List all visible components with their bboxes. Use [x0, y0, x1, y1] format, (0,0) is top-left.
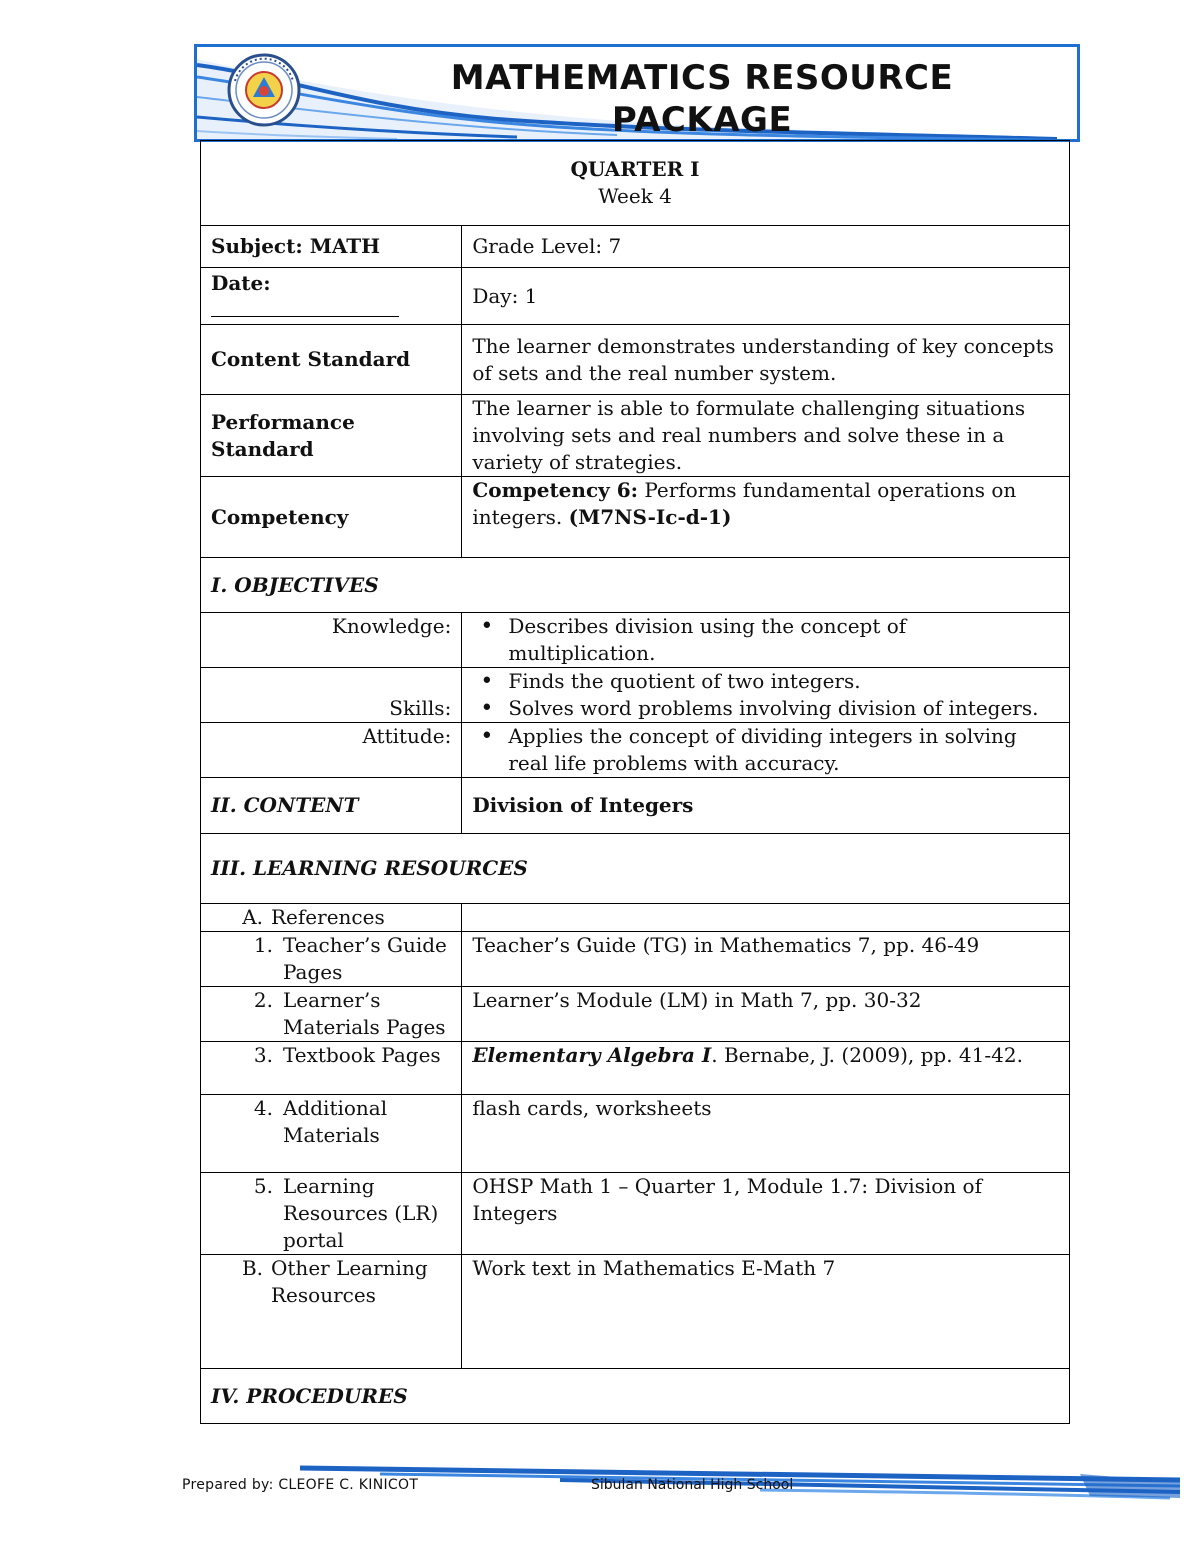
resource-label: Learning Resources (LR) portal [283, 1174, 439, 1252]
skills-label: Skills: [201, 668, 462, 723]
resource-label: Teacher’s Guide Pages [283, 933, 447, 984]
other-resources-value: Work text in Mathematics E-Math 7 [462, 1255, 1070, 1369]
resource-value: OHSP Math 1 – Quarter 1, Module 1.7: Division of Integers [462, 1173, 1070, 1255]
references-value-cell [462, 904, 1070, 932]
banner-title-line1: MATHEMATICS RESOURCE [450, 58, 954, 98]
banner-title [407, 57, 997, 141]
resource-value: . Bernabe, J. (2009), pp. 41-42. [711, 1043, 1023, 1067]
resource-label: Additional Materials [283, 1096, 388, 1147]
attitude-row [201, 723, 1070, 778]
competency-prefix: Competency 6: [472, 478, 639, 502]
resource-value: Teacher’s Guide (TG) in Mathematics 7, pp. 46-49 [462, 932, 1070, 987]
content-heading: II. CONTENT [201, 778, 462, 834]
date-cell [201, 268, 462, 325]
knowledge-label: Knowledge: [201, 613, 462, 668]
date-blank-line [211, 304, 399, 317]
competency-label: Competency [201, 477, 462, 558]
deped-seal-icon [227, 51, 301, 129]
lesson-plan-table [200, 140, 1070, 1424]
knowledge-list [472, 613, 1059, 667]
competency-code: (M7NS-Ic-d-1) [568, 505, 732, 529]
resource-label: Learner’s Materials Pages [283, 988, 446, 1039]
resource-label-cell [201, 1095, 462, 1173]
banner-title-line2: PACKAGE [611, 100, 793, 140]
resources-heading-row [201, 834, 1070, 904]
resource-row [201, 1042, 1070, 1095]
skills-cell [462, 668, 1070, 723]
subject-row [201, 226, 1070, 268]
resources-heading: III. LEARNING RESOURCES [201, 834, 1070, 904]
quarter-title: QUARTER I [570, 157, 700, 181]
competency-cell [462, 477, 1070, 558]
content-standard-label: Content Standard [201, 325, 462, 395]
resource-number: 4. [253, 1096, 273, 1120]
content-row [201, 778, 1070, 834]
resource-label-cell [201, 987, 462, 1042]
textbook-title: Elementary Algebra I [472, 1043, 712, 1067]
procedures-row [201, 1369, 1070, 1424]
content-standard-text: The learner demonstrates understanding of key concepts of sets and the real number system. [462, 325, 1070, 395]
competency-row [201, 477, 1070, 558]
content-standard-row [201, 325, 1070, 395]
quarter-week: Week 4 [598, 184, 672, 208]
resource-number: 1. [253, 933, 273, 957]
attitude-label: Attitude: [201, 723, 462, 778]
knowledge-row [201, 613, 1070, 668]
content-topic: Division of Integers [462, 778, 1070, 834]
performance-standard-row [201, 395, 1070, 477]
school-name: Sibulan National High School [591, 1477, 794, 1493]
skills-row [201, 668, 1070, 723]
performance-standard-text: The learner is able to formulate challenging situations involving sets and real numbers and solve these in a variety of strategies. [462, 395, 1070, 477]
resource-row [201, 932, 1070, 987]
attitude-list [472, 723, 1059, 777]
resource-number: 3. [253, 1043, 273, 1067]
date-label: Date: [211, 271, 271, 295]
knowledge-cell [462, 613, 1070, 668]
quarter-cell [201, 141, 1070, 226]
other-resources-label: Other Learning Resources [271, 1256, 428, 1307]
list-item: • Finds the quotient of two integers. [472, 668, 1059, 695]
references-cell [201, 904, 462, 932]
references-row [201, 904, 1070, 932]
resource-row [201, 987, 1070, 1042]
procedures-heading: IV. PROCEDURES [201, 1369, 1070, 1424]
objectives-heading: I. OBJECTIVES [201, 558, 1070, 613]
resource-label-cell [201, 932, 462, 987]
performance-standard-label: Performance Standard [201, 395, 462, 477]
references-letter: A. [242, 905, 263, 929]
resource-row [201, 1095, 1070, 1173]
skills-list [472, 668, 1059, 722]
resource-number: 2. [253, 988, 273, 1012]
list-item: • Applies the concept of dividing integers in solving real life problems with accuracy. [472, 723, 1059, 777]
list-item: • Describes division using the concept of multiplication. [472, 613, 1059, 667]
subject-label: Subject: MATH [201, 226, 462, 268]
resource-value-cell [462, 1042, 1070, 1095]
resource-number: 5. [253, 1174, 273, 1198]
attitude-cell [462, 723, 1070, 778]
list-item: • Solves word problems involving division of integers. [472, 695, 1059, 722]
other-resources-cell [201, 1255, 462, 1369]
resource-value: Learner’s Module (LM) in Math 7, pp. 30-32 [462, 987, 1070, 1042]
day-value: Day: 1 [462, 268, 1070, 325]
date-row [201, 268, 1070, 325]
other-resources-row [201, 1255, 1070, 1369]
references-label: References [271, 905, 385, 929]
grade-level: Grade Level: 7 [462, 226, 1070, 268]
resource-row [201, 1173, 1070, 1255]
resource-value: flash cards, worksheets [462, 1095, 1070, 1173]
resource-label-cell [201, 1042, 462, 1095]
other-resources-letter: B. [241, 1256, 263, 1280]
quarter-row [201, 141, 1070, 226]
objectives-heading-row [201, 558, 1070, 613]
competency-text: Performs fundamental operations on integers. [472, 478, 1017, 529]
resource-label-cell [201, 1173, 462, 1255]
prepared-by: Prepared by: CLEOFE C. KINICOT [182, 1477, 419, 1493]
resource-label: Textbook Pages [283, 1043, 441, 1067]
header-banner [194, 44, 1080, 142]
